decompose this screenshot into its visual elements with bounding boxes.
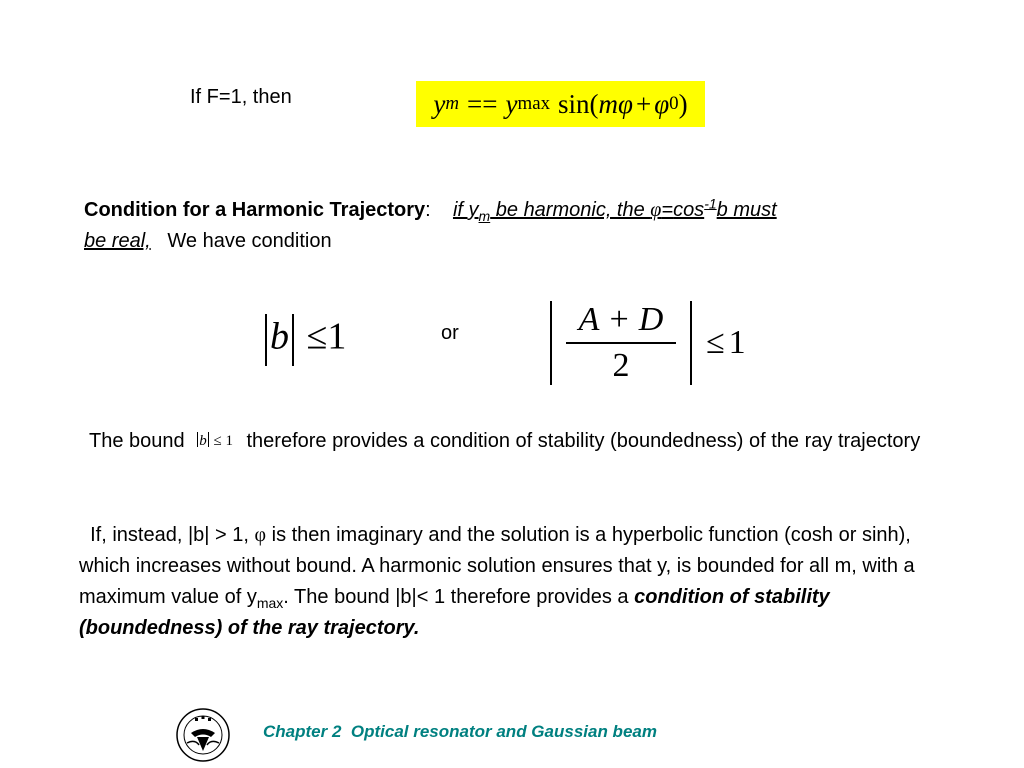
ineq-frac-rel: ≤ — [706, 324, 725, 361]
condition-italic-sub: m — [478, 208, 491, 224]
eq-rhs-var: y — [505, 88, 518, 119]
ineq-b-rel: ≤ — [306, 315, 328, 358]
para-part1: If, instead, |b| > 1, — [90, 524, 249, 546]
para-sub-max: max — [256, 595, 284, 611]
condition-cos-sup: -1 — [704, 195, 717, 212]
para-part2: is then imaginary and the solution is a hyperbolic function (cosh or sinh), which increases without bound. A harmonic solution ensures that y, is bounded for all m, with a maximum value of y — [79, 524, 915, 608]
eq-arg-m: m — [598, 88, 619, 119]
ineq-b-var: b — [270, 315, 289, 358]
bound-lead: The bound — [89, 430, 185, 452]
condition-tail: We have condition — [167, 230, 332, 252]
inequality-b — [262, 314, 346, 366]
fraction-line — [566, 342, 676, 344]
or-text: or — [441, 322, 459, 344]
condition-eq: = — [661, 199, 674, 221]
bound-math-rhs: 1 — [225, 433, 233, 449]
abs-bar-left — [265, 314, 267, 366]
condition-phi: φ — [650, 199, 662, 221]
condition-italic-a: if y — [452, 199, 479, 221]
bound-inline-math — [196, 426, 233, 457]
bound-math-rel: ≤ — [213, 433, 222, 449]
ineq-b-rhs: 1 — [327, 315, 347, 358]
condition-paragraph — [84, 195, 964, 257]
frac-abs-bar-right — [690, 301, 692, 385]
fraction-denominator: 2 — [612, 346, 630, 384]
eq-plus: + — [635, 88, 652, 119]
university-seal-icon — [175, 707, 231, 763]
intro-text: If F=1, then — [190, 86, 292, 108]
bound-math-var: b — [199, 433, 207, 449]
highlighted-equation: y m == y max sin( m φ + φ 0 ) — [416, 81, 705, 127]
inequality-fraction — [544, 300, 746, 386]
eq-close: ) — [678, 88, 688, 119]
ineq-frac-rhs: 1 — [728, 324, 746, 361]
footer-title: Optical resonator and Gaussian beam — [350, 722, 657, 741]
fraction-numerator: A + D — [578, 301, 664, 339]
bound-paragraph — [89, 426, 969, 457]
para-phi: φ — [254, 524, 267, 546]
bound-rest: therefore provides a condition of stability (boundedness) of the ray trajectory — [246, 430, 921, 452]
condition-italic-b: be harmonic, the — [490, 199, 651, 221]
footer-chapter: Chapter 2 — [263, 722, 342, 741]
eq-lhs-var: y — [433, 88, 446, 119]
instability-paragraph — [79, 520, 959, 644]
condition-italic-d: be real, — [84, 230, 151, 252]
condition-heading: Condition for a Harmonic Trajectory — [84, 199, 426, 221]
eq-equals: == — [467, 88, 498, 119]
para-emphasis: condition of stability (boundedness) of the ray trajectory. — [79, 586, 830, 639]
condition-cos: cos — [673, 199, 705, 221]
eq-phi: φ — [618, 88, 633, 119]
frac-abs-bar-left — [550, 301, 552, 385]
eq-phi0: φ — [654, 88, 670, 119]
condition-colon: : — [425, 199, 431, 221]
footer-caption — [263, 722, 657, 742]
fraction — [566, 301, 676, 385]
abs-bar-right — [292, 314, 294, 366]
eq-func: sin( — [558, 88, 599, 119]
para-part3: . The bound |b|< 1 therefore provides a — [283, 586, 629, 608]
condition-italic-c: b must — [716, 199, 777, 221]
